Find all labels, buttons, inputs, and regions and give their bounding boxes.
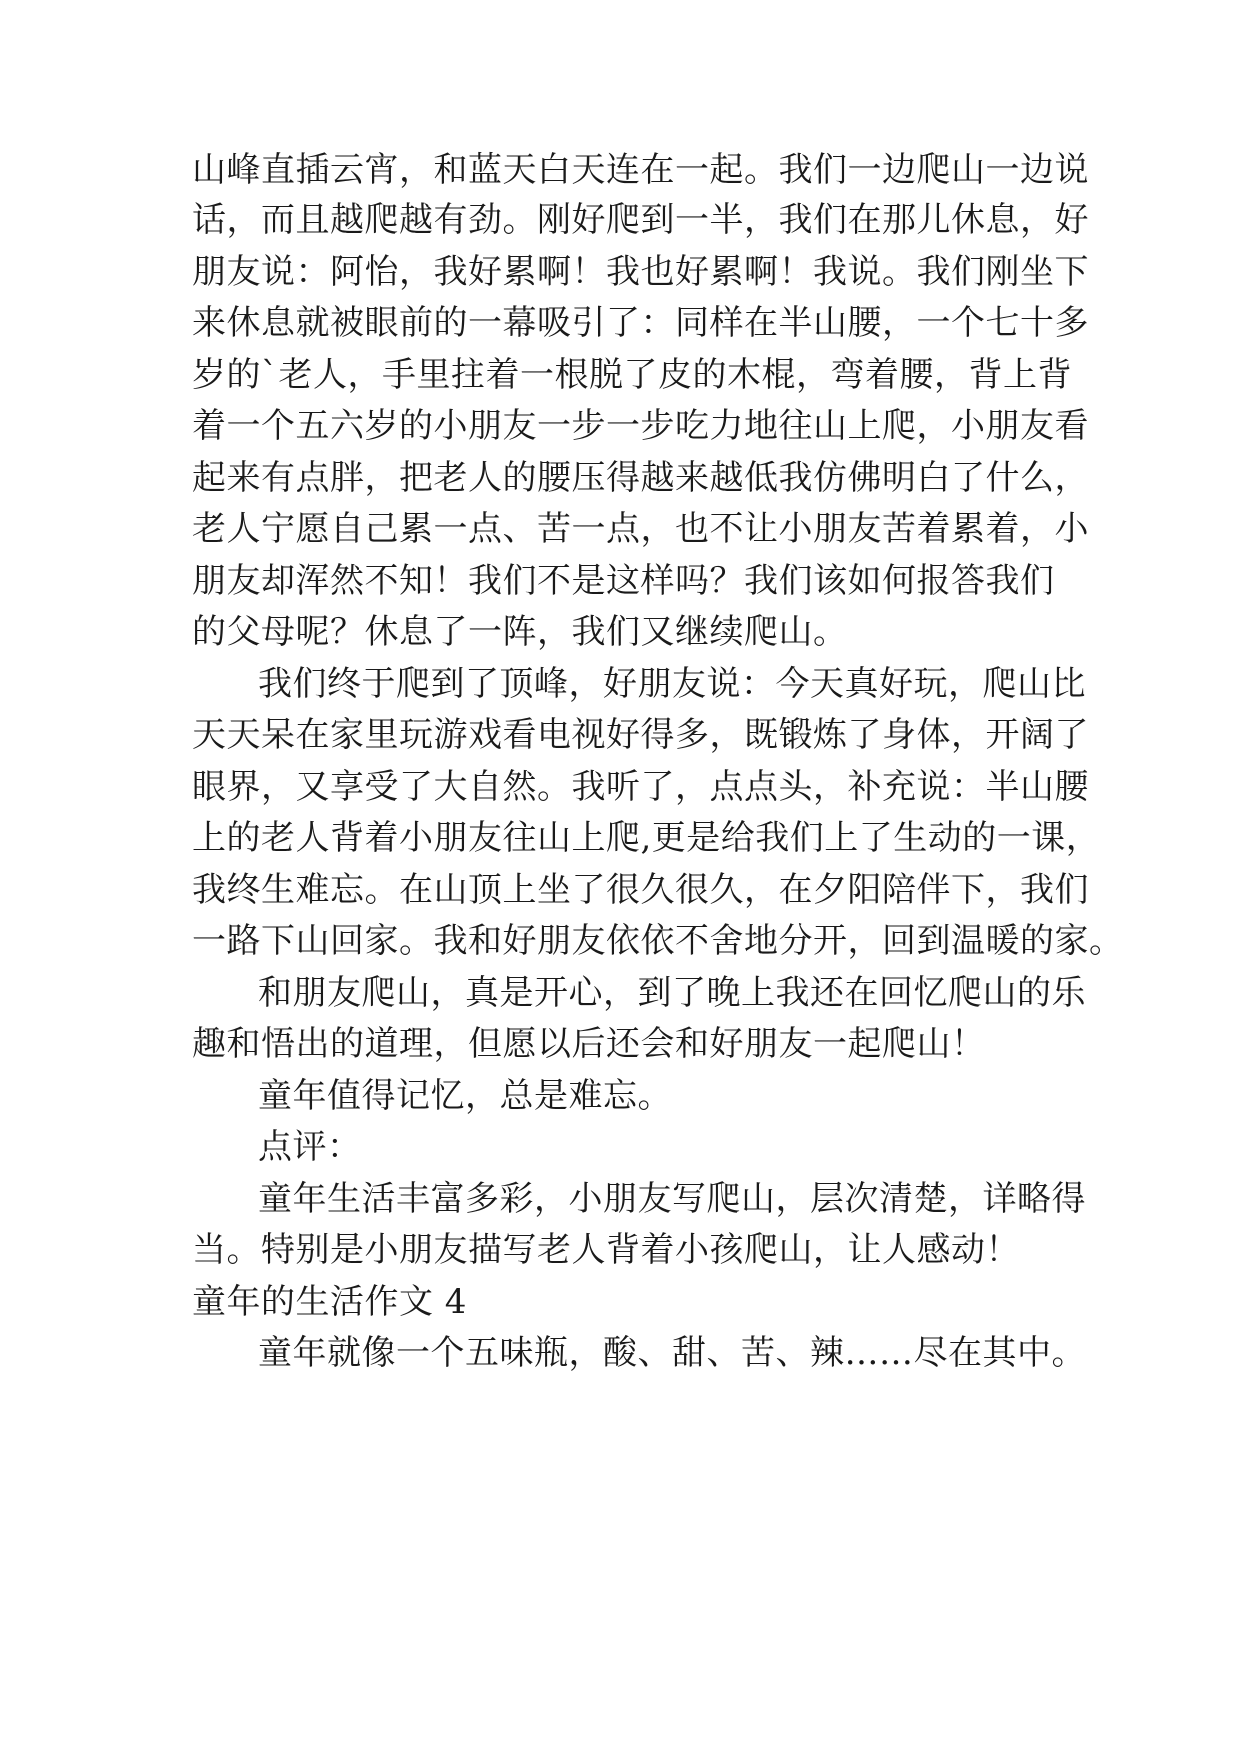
paragraph-start-line: 童年值得记忆，总是难忘。	[258, 1076, 672, 1116]
text-line: 朋友却浑然不知！我们不是这样吗？我们该如何报答我们	[192, 561, 1055, 601]
paragraph-start-line: 和朋友爬山，真是开心，到了晚上我还在回忆爬山的乐	[258, 973, 1086, 1013]
text-line: 上的老人背着小朋友往山上爬,更是给我们上了生动的一课，	[192, 818, 1101, 858]
text-line: 的父母呢？休息了一阵，我们又继续爬山。	[192, 612, 848, 652]
text-line: 话，而且越爬越有劲。刚好爬到一半，我们在那儿休息，好	[192, 200, 1089, 240]
text-line: 趣和悟出的道理，但愿以后还会和好朋友一起爬山！	[192, 1024, 986, 1064]
text-line: 起来有点胖，把老人的腰压得越来越低我仿佛明白了什么，	[192, 458, 1089, 498]
comment-label: 点评：	[258, 1127, 362, 1167]
text-line: 我终生难忘。在山顶上坐了很久很久，在夕阳陪伴下，我们	[192, 870, 1089, 910]
text-line: 老人宁愿自己累一点、苦一点，也不让小朋友苦着累着，小	[192, 509, 1089, 549]
text-line: 山峰直插云宵，和蓝天白天连在一起。我们一边爬山一边说	[192, 150, 1089, 190]
text-line: 朋友说：阿怡，我好累啊！我也好累啊！我说。我们刚坐下	[192, 252, 1089, 292]
text-line: 岁的`老人，手里拄着一根脱了皮的木棍，弯着腰，背上背	[192, 355, 1072, 395]
text-line: 当。特别是小朋友描写老人背着小孩爬山，让人感动！	[192, 1230, 1020, 1270]
text-line: 天天呆在家里玩游戏看电视好得多，既锻炼了身体，开阔了	[192, 715, 1089, 755]
paragraph-start-line: 我们终于爬到了顶峰，好朋友说：今天真好玩，爬山比	[258, 664, 1086, 704]
paragraph-start-line: 童年就像一个五味瓶，酸、甜、苦、辣……尽在其中。	[258, 1333, 1086, 1373]
section-heading: 童年的生活作文 4	[192, 1282, 467, 1322]
text-line: 着一个五六岁的小朋友一步一步吃力地往山上爬，小朋友看	[192, 406, 1089, 446]
text-line: 一路下山回家。我和好朋友依依不舍地分开，回到温暖的家。	[192, 921, 1124, 961]
paragraph-start-line: 童年生活丰富多彩，小朋友写爬山，层次清楚，详略得	[258, 1179, 1086, 1219]
text-line: 眼界，又享受了大自然。我听了，点点头，补充说：半山腰	[192, 767, 1089, 807]
text-line: 来休息就被眼前的一幕吸引了：同样在半山腰，一个七十多	[192, 303, 1089, 343]
